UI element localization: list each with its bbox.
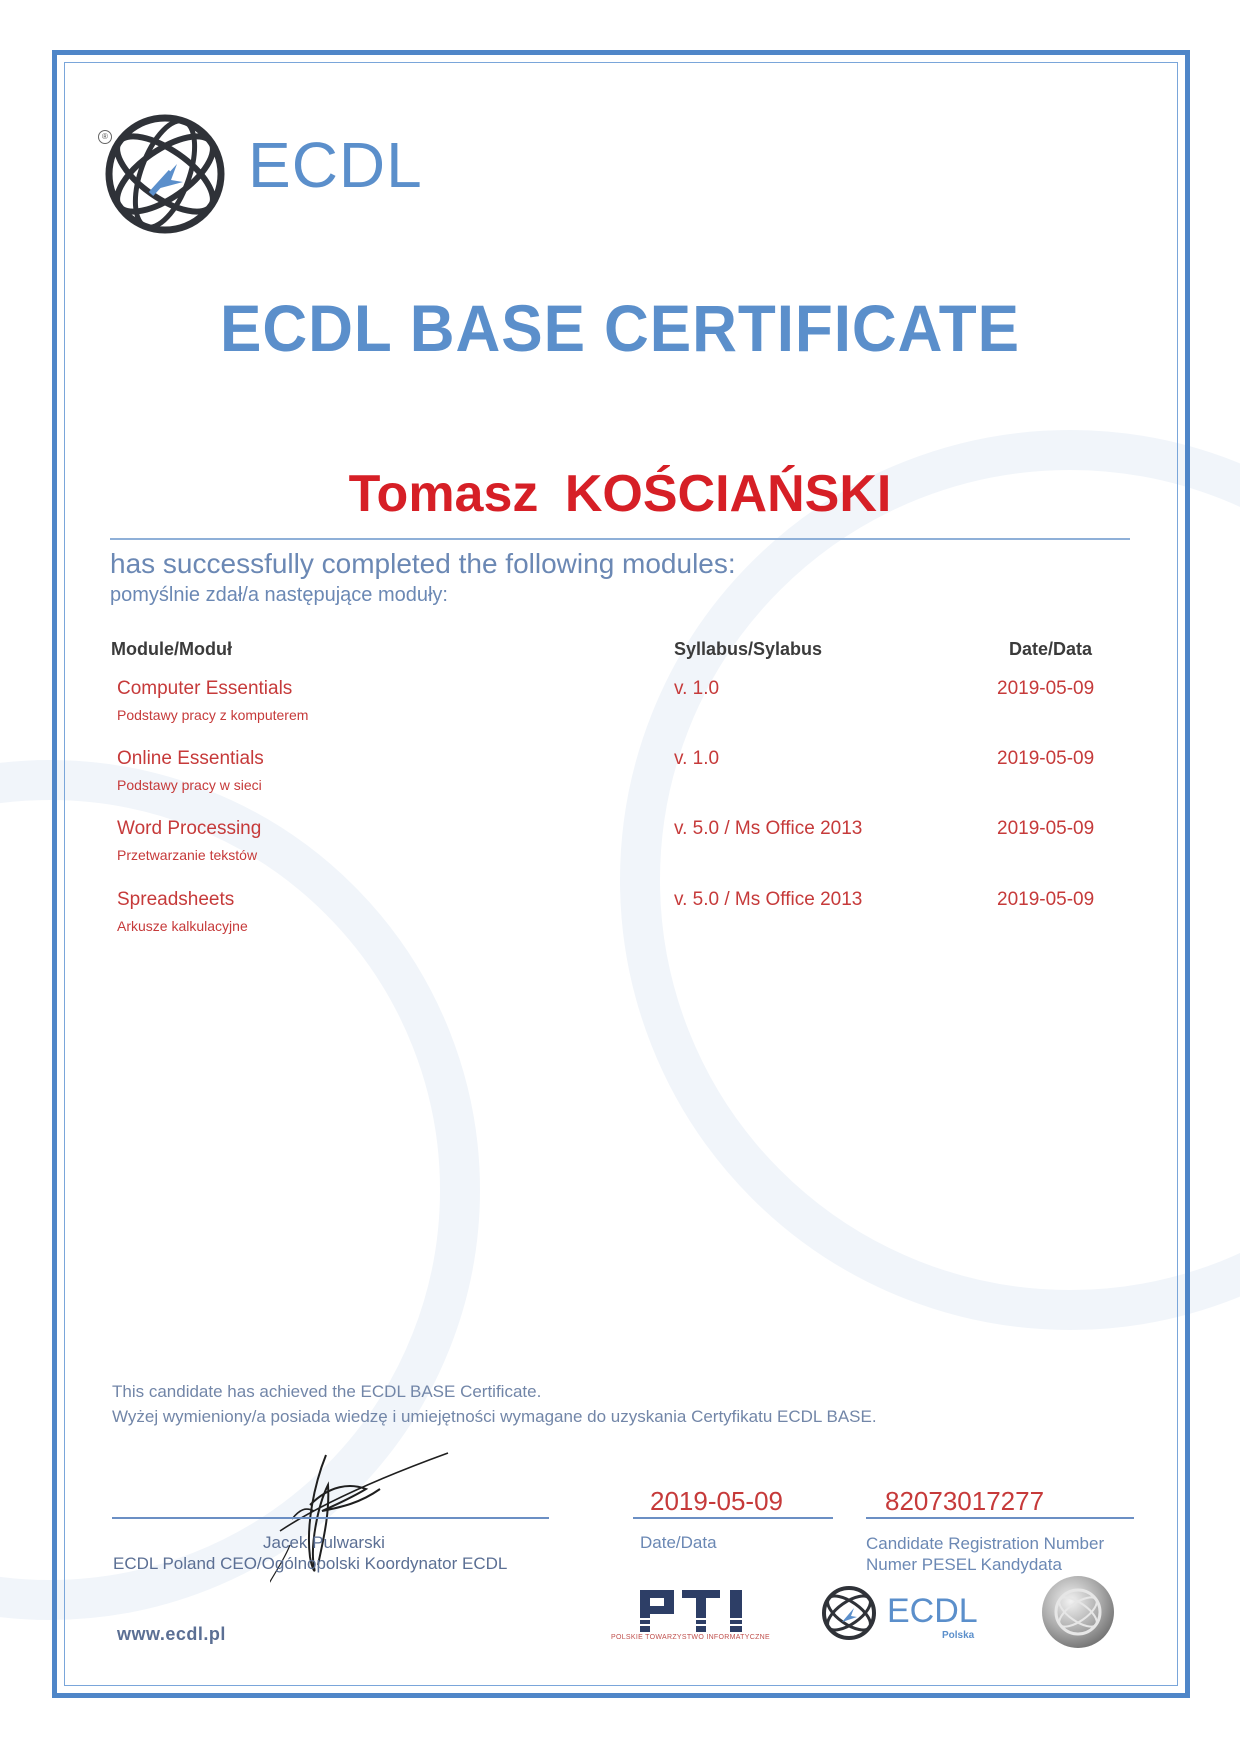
module-name-pl: Przetwarzanie tekstów (117, 847, 258, 863)
module-syllabus: v. 1.0 (674, 748, 720, 769)
certificate-title: ECDL BASE CERTIFICATE (220, 291, 1020, 365)
logo-text: ECDL (248, 129, 423, 201)
module-syllabus: v. 5.0 / Ms Office 2013 (674, 889, 863, 910)
achievement-note-en: This candidate has achieved the ECDL BASE Certificate. (112, 1382, 542, 1401)
module-name: Spreadsheets (117, 889, 235, 910)
module-name-pl: Arkusze kalkulacyjne (117, 918, 248, 934)
module-syllabus: v. 1.0 (674, 678, 720, 699)
signatory-name: Jacek Pulwarski (263, 1533, 385, 1552)
ecdl-globe-icon (103, 112, 227, 236)
column-header-date: Date/Data (1009, 639, 1093, 659)
intro-text-pl: pomyślnie zdał/a następujące moduły: (110, 584, 448, 606)
pti-caption: POLSKIE TOWARZYSTWO INFORMATYCZNE (611, 1634, 770, 1641)
name-divider (110, 538, 1130, 540)
intro-text-en: has successfully completed the following modules: (110, 548, 736, 579)
registration-number: 82073017277 (885, 1486, 1045, 1516)
module-name-pl: Podstawy pracy z komputerem (117, 707, 309, 723)
module-name: Online Essentials (117, 748, 264, 769)
signature-line (112, 1517, 549, 1519)
signatory-role: ECDL Poland CEO/Ogólnopolski Koordynator ECDL (113, 1554, 508, 1573)
date-line (633, 1517, 833, 1519)
registration-label-pl: Numer PESEL Kandydata (866, 1555, 1062, 1574)
module-syllabus: v. 5.0 / Ms Office 2013 (674, 818, 863, 839)
module-date: 2019-05-09 (997, 678, 1095, 699)
registration-line (866, 1517, 1134, 1519)
registration-label-en: Candidate Registration Number (866, 1534, 1105, 1553)
issue-date: 2019-05-09 (650, 1486, 783, 1516)
column-header-module: Module/Moduł (111, 639, 232, 659)
date-label: Date/Data (640, 1533, 717, 1552)
registered-mark: ® (98, 130, 112, 144)
module-date: 2019-05-09 (997, 889, 1095, 910)
module-date: 2019-05-09 (997, 748, 1095, 769)
ecdl-polska-text: ECDL (887, 1592, 978, 1630)
column-header-syllabus: Syllabus/Sylabus (674, 639, 823, 659)
hologram-seal-icon (1040, 1574, 1116, 1650)
ecdl-polska-caption: Polska (942, 1630, 975, 1641)
website-url: www.ecdl.pl (117, 1624, 226, 1644)
module-date: 2019-05-09 (997, 818, 1095, 839)
pti-logo (640, 1590, 758, 1632)
module-name: Word Processing (117, 818, 262, 839)
module-name: Computer Essentials (117, 678, 293, 699)
candidate-name: Tomasz KOŚCIAŃSKI (348, 465, 892, 523)
module-name-pl: Podstawy pracy w sieci (117, 777, 262, 793)
achievement-note-pl: Wyżej wymieniony/a posiada wiedzę i umiejętności wymagane do uzyskania Certyfikatu ECDL BASE. (112, 1407, 877, 1426)
ecdl-polska-globe-icon (820, 1584, 878, 1642)
registration-label (866, 1533, 1104, 1575)
